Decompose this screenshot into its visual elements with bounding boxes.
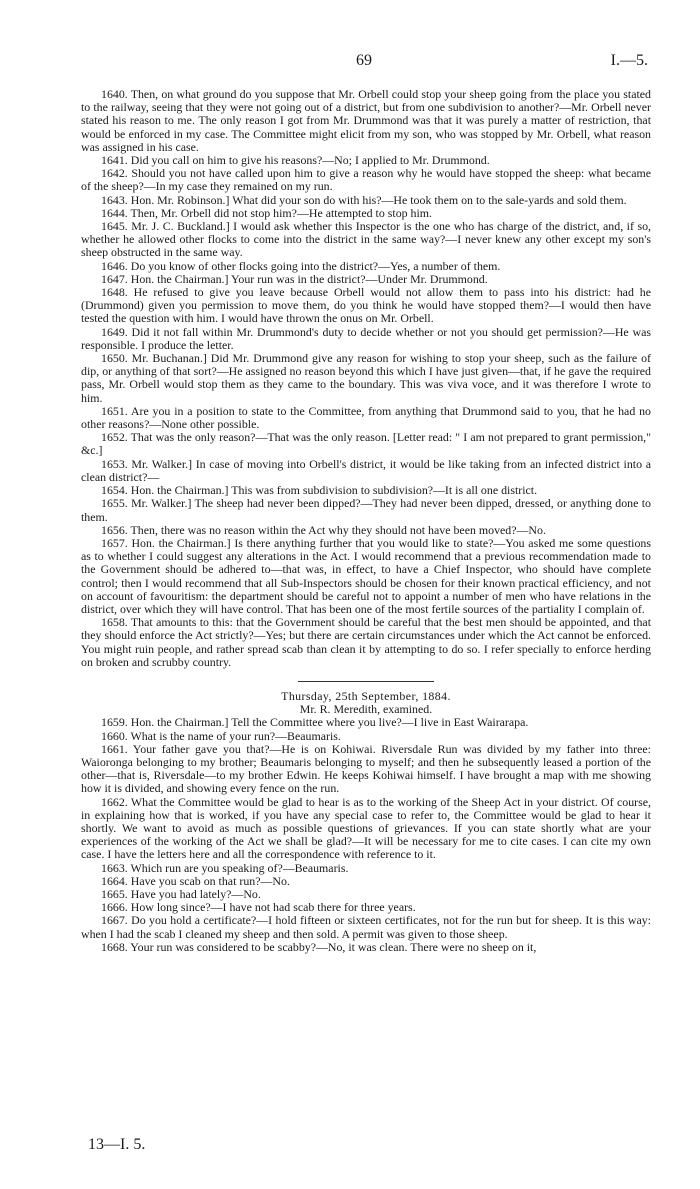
hearing-date: Thursday, 25th September, 1884. xyxy=(281,688,451,703)
paragraph-q1657: 1657. Hon. the Chairman.] Is there anything further that you would like to state?—You asked me some questions as to whether I could suggest any alterations in the Act. I would recommend that a previous recommendation made to the Government should be adhered to—that was, in effect, to have a Chief Inspector, who should have complete control; then I would recommend that all Sub-Inspectors should be chosen for their known practical efficiency, and not on account of favouritism: the department should be careful not to appoint a number of men who have relations in the district, over which they will have control. That has been one of the most fertile sources of the partiality I complain of. xyxy=(81,535,651,616)
paragraph-q1646: 1646. Do you know of other flocks going into the district?—Yes, a number of them. xyxy=(101,258,501,273)
paragraph-q1656: 1656. Then, there was no reason within the Act why they should not have been moved?—No. xyxy=(101,522,546,537)
page-signature: 13—I. 5. xyxy=(88,1136,146,1153)
paragraph-q1644: 1644. Then, Mr. Orbell did not stop him?—He attempted to stop him. xyxy=(101,205,433,220)
paragraph-q1667: 1667. Do you hold a certificate?—I hold fifteen or sixteen certificates, not for the run but for sheep. It is this way: when I had the scab I cleaned my sheep and then sold. A permit was given to those sheep. xyxy=(81,913,651,941)
paragraph-q1652: 1652. That was the only reason?—That was the only reason. [Letter read: " I am not prepared to grant permission," &c.] xyxy=(81,430,651,458)
paragraph-q1647: 1647. Hon. the Chairman.] Your run was in the district?—Under Mr. Drummond. xyxy=(101,271,488,286)
paragraph-q1663: 1663. Which run are you speaking of?—Beaumaris. xyxy=(101,860,349,875)
page-header xyxy=(80,52,648,74)
paragraph-q1653: 1653. Mr. Walker.] In case of moving into Orbell's district, it would be like taking from an infected district into a clean district?— xyxy=(81,456,651,484)
paragraph-q1668: 1668. Your run was considered to be scabby?—No, it was clean. There were no sheep on it, xyxy=(101,939,537,954)
page-body xyxy=(81,88,651,954)
paragraph-q1659: 1659. Hon. the Chairman.] Tell the Committee where you live?—I live in East Wairarapa. xyxy=(101,715,529,730)
paragraph-q1640: 1640. Then, on what ground do you suppose that Mr. Orbell could stop your sheep going from the place you stated to the railway, seeing that they were not going out of a district, but from one subdivision to another?—Mr. Orbell never stated his reason to me. The only reason I got from Mr. Drummond was that it was purely a matter of restriction, that would be enforced in my case. The Committee might elicit from my son, who was stopped by Mr. Orbell, what reason was assigned in his case. xyxy=(81,87,651,154)
paragraph-q1665: 1665. Have you had lately?—No. xyxy=(101,886,261,901)
paragraph-q1642: 1642. Should you not have called upon him to give a reason why he would have stopped the sheep: what became of the sheep?—In my case they remained on my run. xyxy=(81,166,651,194)
paragraph-q1662: 1662. What the Committee would be glad to hear is as to the working of the Sheep Act in your district. Of course, in explaining how that is worked, if you have any special case to refer to, the Committee would be glad to hear it shortly. We want to avoid as much as possible questions of grievances. If you can state shortly what are your experiences of the working of the Act we shall be glad?—It will be necessary for me to cite cases. I can cite my own case. I have the letters here and all the correspondence with reference to it. xyxy=(81,794,651,862)
paragraph-q1645: 1645. Mr. J. C. Buckland.] I would ask whether this Inspector is the one who has charge of the district, and, if so, whether he allowed other flocks to come into the district in the same way?—I never knew any other except my son's sheep obstructed in the same way. xyxy=(81,219,651,260)
document-reference: I.—5. xyxy=(610,52,648,69)
paragraph-q1651: 1651. Are you in a position to state to the Committee, from anything that Drummond said to you, that he had no other reasons?—None other possible. xyxy=(81,403,651,432)
paragraph-q1643: 1643. Hon. Mr. Robinson.] What did your son do with his?—He took them on to the sale-yards and sold them. xyxy=(101,192,627,207)
paragraph-q1650: 1650. Mr. Buchanan.] Did Mr. Drummond give any reason for wishing to stop your sheep, such as the failure of dip, or anything of that sort?—He assigned no reason beyond this which I have just given—that, if he gave the required pass, Mr. Orbell would stop them as they came to the boundary. This was viva voce, and it was therefore I wrote to him. xyxy=(81,351,651,405)
paragraph-q1664: 1664. Have you scab on that run?—No. xyxy=(101,873,290,888)
paragraph-q1666: 1666. How long since?—I have not had scab there for three years. xyxy=(101,900,416,915)
paragraph-q1654: 1654. Hon. the Chairman.] This was from subdivision to subdivision?—It is all one district. xyxy=(101,483,538,498)
witness-heading: Mr. R. Meredith, examined. xyxy=(299,702,433,717)
page-number: 69 xyxy=(356,52,372,69)
paragraph-q1658: 1658. That amounts to this: that the Government should be careful that the best men should be appointed, and that they should enforce the Act strictly?—Yes; but there are certain circumstances under which the Act cannot be enforced. You might ruin people, and rather spread scab than clean it by attempting to do so. I refer specially to enforce herding on broken and scrubby country. xyxy=(81,615,651,669)
paragraph-q1661: 1661. Your father gave you that?—He is on Kohiwai. Riversdale Run was divided by my father into three: Waioronga belonging to my brother; Beaumaris belonging to myself; and then he subsequently leased a portion of the other—that is, Riversdale—to my brother Edwin. He keeps Kohiwai himself. I have brought a map with me showing how it is divided, and showing every fence on the run. xyxy=(81,741,651,796)
paragraph-q1660: 1660. What is the name of your run?—Beaumaris. xyxy=(101,728,341,743)
paragraph-q1648: 1648. He refused to give you leave because Orbell would not allow them to pass into his district: had he (Drummond) given you permission to move them, do you think he would have stopped them?—I would then have tested the question with him. I would have thrown the onus on Mr. Orbell. xyxy=(81,285,651,326)
paragraph-q1655: 1655. Mr. Walker.] The sheep had never been dipped?—They had never been dipped, dressed, or anything done to them. xyxy=(81,496,651,524)
section-divider xyxy=(298,681,434,682)
paragraph-q1641: 1641. Did you call on him to give his reasons?—No; I applied to Mr. Drummond. xyxy=(101,153,490,168)
paragraph-q1649: 1649. Did it not fall within Mr. Drummond's duty to decide whether or not you should get permission?—He was responsible. I produce the letter. xyxy=(81,324,651,352)
